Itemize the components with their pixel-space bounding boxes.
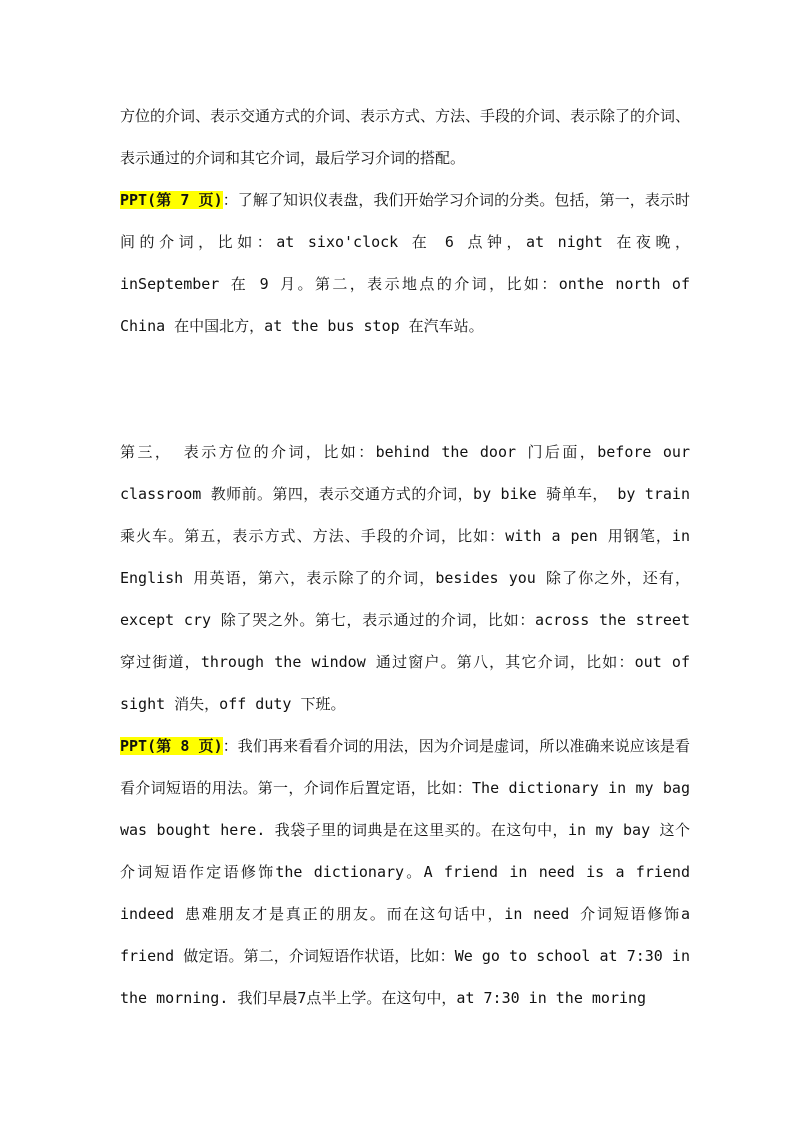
ppt-page-8-label: PPT(第 8 页) <box>120 737 223 755</box>
paragraph-2-text: ：了解了知识仪表盘，我们开始学习介词的分类。包括，第一，表示时间的介词，比如：at sixo'clock 在 6 点钟，at night 在夜晚，inSeptember 在 9 月。第二，表示地点的介词，比如：onthe north of China 在中国北方，at the bus stop 在汽车站。 <box>120 191 690 335</box>
paragraph-1: 方位的介词、表示交通方式的介词、表示方式、方法、手段的介词、表示除了的介词、表示通过的介词和其它介词，最后学习介词的搭配。 <box>120 107 691 167</box>
paragraph-4-text: ：我们再来看看介词的用法，因为介词是虚词，所以准确来说应该是看看介词短语的用法。第一，介词作后置定语，比如：The dictionary in my bag was bought here. 我袋子里的词典是在这里买的。在这句中，in my bay 这个介词短语作定语修饰the dictionary。A friend in need is a friend indeed 患难朋友才是真正的朋友。而在这句话中，in need 介词短语修饰a friend 做定语。第二，介词短语作状语，比如：We go to school at 7:30 in the morning. 我们早晨7点半上学。在这句中，at 7:30 in the moring <box>120 737 690 1007</box>
document-body <box>120 95 690 1019</box>
blank-gap <box>120 347 690 431</box>
paragraph-3: 第三， 表示方位的介词，比如：behind the door 门后面，before our classroom 教师前。第四，表示交通方式的介词，by bike 骑单车， by train 乘火车。第五，表示方式、方法、手段的介词，比如：with a pen 用钢笔，in English 用英语，第六，表示除了的介词，besides you 除了你之外，还有，except cry 除了哭之外。第七，表示通过的介词，比如：across the street 穿过街道，through the window 通过窗户。第八，其它介词，比如：out of sight 消失，off duty 下班。 <box>120 443 690 713</box>
paragraph-2 <box>120 179 690 347</box>
paragraph-4 <box>120 725 690 1019</box>
ppt-page-7-label: PPT(第 7 页) <box>120 191 223 209</box>
